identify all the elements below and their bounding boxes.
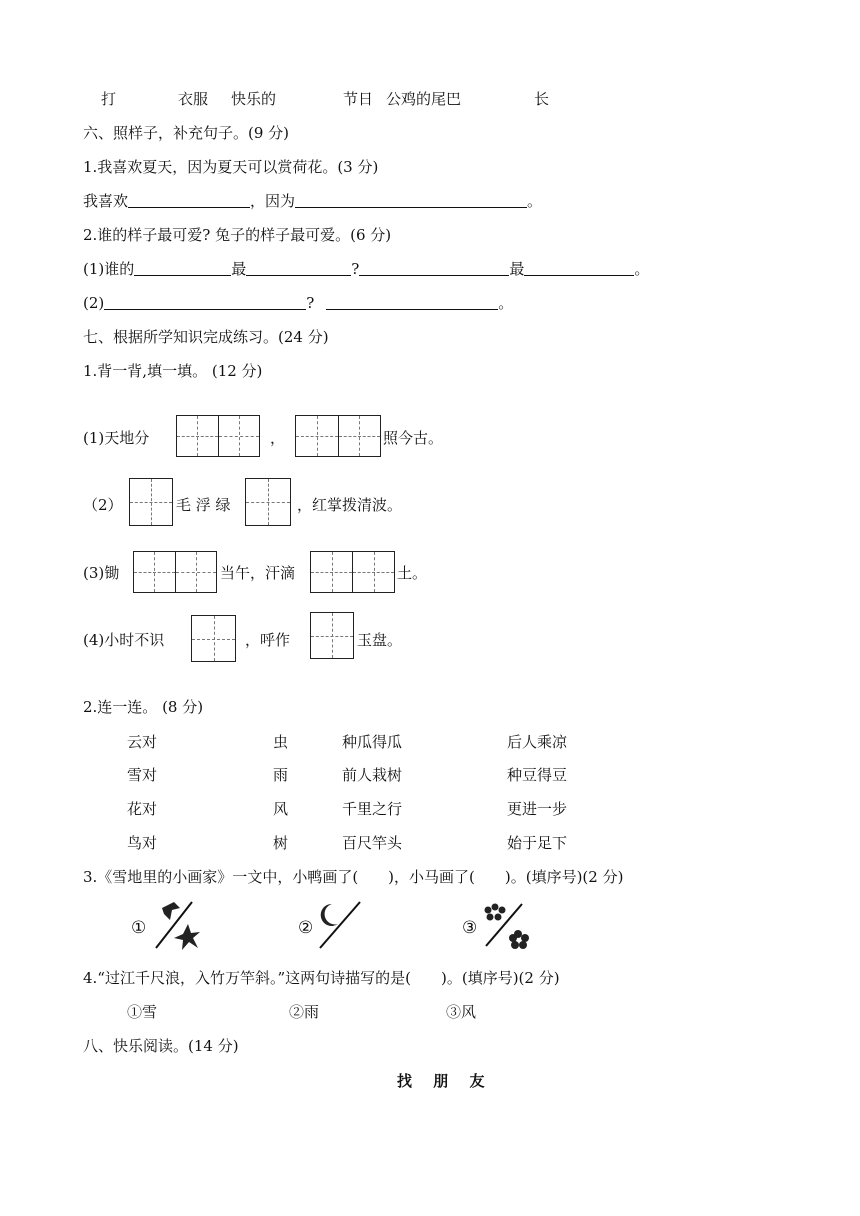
q6-2-2-q: ? — [306, 294, 315, 312]
q6-2-1-blank-c[interactable] — [359, 259, 509, 276]
poem3-box-a[interactable] — [133, 551, 217, 593]
q7-3-prompt: 3.《雪地里的小画家》一文中，小鸭画了( )，小马画了( )。(填序号)(2 分) — [83, 868, 624, 886]
poem2-box-b[interactable] — [245, 478, 291, 526]
match-left-phrase[interactable]: 前人栽树 — [342, 766, 403, 784]
q6-2-2-blank-b[interactable] — [326, 293, 498, 310]
word-da: 打 — [101, 90, 117, 108]
q4-option-snow[interactable]: ①雪 — [127, 1003, 158, 1021]
q7-4-prompt: 4.“过江千尺浪，入竹万竿斜。”这两句诗描写的是( )。(填序号)(2 分) — [83, 969, 560, 987]
match-right-phrase[interactable]: 更进一步 — [507, 800, 568, 818]
poem2-label: （2） — [83, 496, 123, 514]
match-right-word[interactable]: 树 — [273, 834, 289, 852]
word-chang: 长 — [534, 90, 550, 108]
match-left-phrase[interactable]: 千里之行 — [342, 800, 403, 818]
poem3-tail: 土。 — [397, 564, 428, 582]
q6-1-blank-b[interactable] — [295, 191, 527, 208]
q6-2-1-blank-a[interactable] — [134, 259, 231, 276]
q6-2-prompt: 2.谁的样子最可爱? 兔子的样子最可爱。(6 分) — [83, 226, 392, 244]
bamboo-leaf-and-maple-leaf-icon — [150, 898, 210, 956]
word-jieri: 节日 — [343, 90, 374, 108]
match-right-phrase[interactable]: 种豆得豆 — [507, 766, 568, 784]
word-yifu: 衣服 — [178, 90, 209, 108]
q6-2-1-blank-b[interactable] — [246, 259, 351, 276]
match-left-word[interactable]: 云对 — [127, 733, 158, 751]
crescent-moon-icon — [316, 898, 366, 956]
poem2-mid: 毛 浮 绿 — [176, 496, 231, 514]
match-right-phrase[interactable]: 后人乘凉 — [507, 733, 568, 751]
section-8-title: 八、快乐阅读。(14 分) — [83, 1037, 239, 1055]
q6-1-prompt: 1.我喜欢夏天，因为夏天可以赏荷花。(3 分) — [83, 158, 379, 176]
poem1-tail: 照今古。 — [383, 429, 444, 447]
q3-option-2-number[interactable]: ② — [298, 918, 314, 938]
poem4-tail: 玉盘。 — [357, 631, 403, 649]
poem4-mid: ，呼作 — [245, 631, 291, 649]
q6-2-2-end: 。 — [498, 294, 514, 312]
poem3-label: (3)锄 — [83, 564, 120, 582]
match-right-word[interactable]: 雨 — [273, 766, 289, 784]
q4-option-wind[interactable]: ③风 — [446, 1003, 477, 1021]
q4-option-rain[interactable]: ②雨 — [289, 1003, 320, 1021]
poem2-box-a[interactable] — [129, 478, 173, 526]
q6-2-1-end: 。 — [634, 260, 650, 278]
story-title: 找 朋 友 — [397, 1072, 493, 1090]
match-right-word[interactable]: 风 — [273, 800, 289, 818]
poem1-box-a[interactable] — [176, 415, 260, 457]
poem4-box-a[interactable] — [191, 615, 236, 662]
match-left-word[interactable]: 花对 — [127, 800, 158, 818]
q6-2-1-line — [83, 259, 649, 279]
poem4-label: (4)小时不识 — [83, 631, 165, 649]
q6-1-label-b: ，因为 — [250, 192, 296, 210]
poem2-tail: ，红掌拨清波。 — [297, 496, 403, 514]
q6-2-2-blank-a[interactable] — [104, 293, 306, 310]
q3-option-3-number[interactable]: ③ — [462, 918, 478, 938]
poem3-box-b[interactable] — [310, 551, 395, 593]
q6-2-1-label: (1)谁的 — [83, 260, 135, 278]
q7-2-prompt: 2.连一连。 (8 分) — [83, 698, 204, 716]
match-left-word[interactable]: 雪对 — [127, 766, 158, 784]
q6-1-answer-line — [83, 191, 542, 211]
q6-2-1-zui1: 最 — [231, 260, 247, 278]
poem1-comma: ， — [270, 429, 286, 447]
match-left-phrase[interactable]: 种瓜得瓜 — [342, 733, 403, 751]
poem3-mid: 当午，汗滴 — [220, 564, 296, 582]
q3-option-1-number[interactable]: ① — [131, 918, 147, 938]
q6-2-2-label: (2) — [83, 294, 105, 312]
word-kuaile: 快乐的 — [231, 90, 277, 108]
match-right-phrase[interactable]: 始于足下 — [507, 834, 568, 852]
q6-1-label-a: 我喜欢 — [83, 192, 129, 210]
q6-1-blank-a[interactable] — [128, 191, 250, 208]
q7-1-prompt: 1.背一背,填一填。 (12 分) — [83, 362, 263, 380]
match-left-word[interactable]: 鸟对 — [127, 834, 158, 852]
section-6-title: 六、照样子，补充句子。(9 分) — [83, 124, 290, 142]
word-weiba: 公鸡的尾巴 — [386, 90, 462, 108]
paw-print-and-flower-icon — [480, 898, 532, 956]
q6-2-2-line — [83, 293, 513, 313]
match-left-phrase[interactable]: 百尺竿头 — [342, 834, 403, 852]
q6-2-1-zui2: 最 — [509, 260, 525, 278]
section-7-title: 七、根据所学知识完成练习。(24 分) — [83, 328, 329, 346]
poem4-box-b[interactable] — [310, 612, 354, 659]
q6-2-1-blank-d[interactable] — [524, 259, 634, 276]
q6-2-1-q: ? — [351, 260, 360, 278]
q6-1-end: 。 — [527, 192, 543, 210]
poem1-label: (1)天地分 — [83, 429, 150, 447]
poem1-box-b[interactable] — [295, 415, 381, 457]
match-right-word[interactable]: 虫 — [273, 733, 289, 751]
